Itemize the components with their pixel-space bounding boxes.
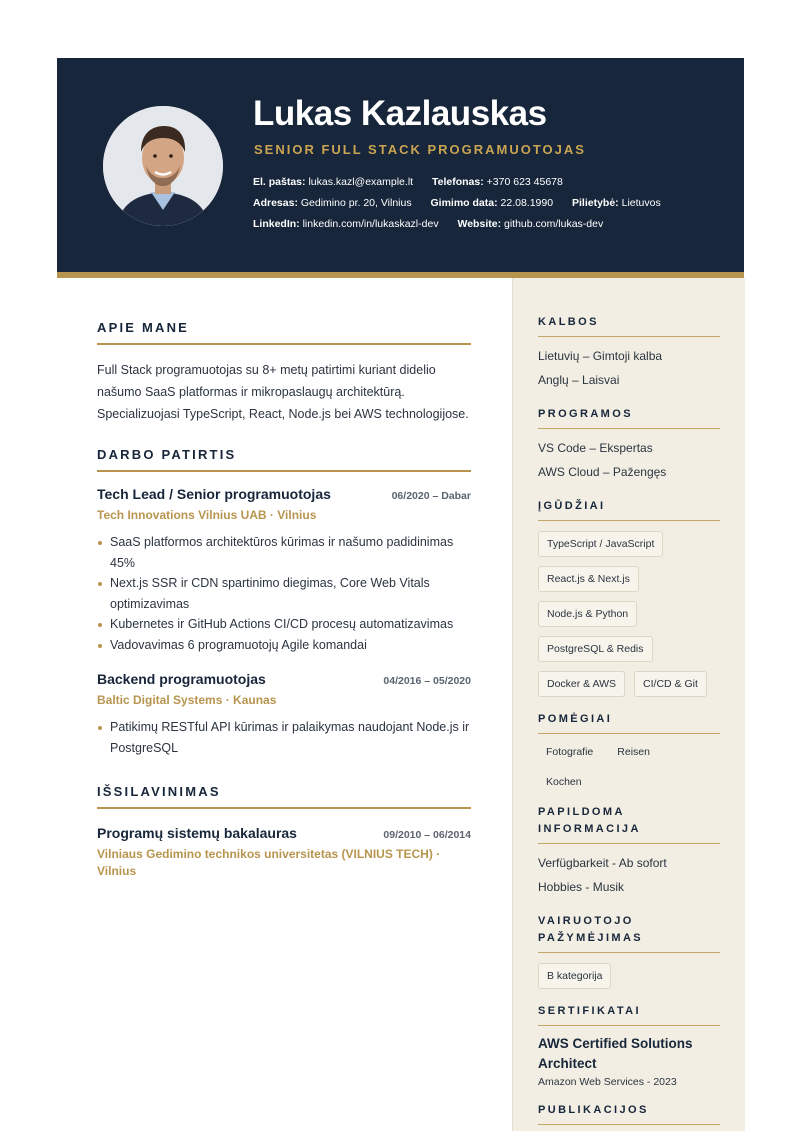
linkedin-item — [253, 218, 439, 230]
skill-tag: PostgreSQL & Redis — [538, 636, 653, 662]
hobbies-list — [538, 742, 720, 792]
additional-info-title: PAPILDOMA INFORMACIJA — [538, 804, 720, 844]
education-entry — [97, 825, 471, 880]
person-name: Lukas Kazlauskas — [253, 94, 547, 133]
additional-info-list — [538, 851, 720, 899]
job-entry — [97, 486, 471, 655]
program-item: AWS Cloud – Pažengęs — [538, 465, 667, 479]
sidebar — [512, 278, 745, 1131]
hobby-item: Fotografie — [546, 746, 594, 758]
certificate-issuer: Amazon Web Services - 2023 — [538, 1076, 677, 1088]
job-title: Backend programuotojas — [97, 671, 266, 687]
email-item — [253, 176, 413, 188]
job-date: 06/2020 – Dabar — [391, 490, 471, 502]
certificates-title: SERTIFIKATAI — [538, 1003, 720, 1026]
address-label: Adresas: — [253, 197, 298, 209]
education-header — [97, 825, 471, 841]
hobby-item: Kochen — [546, 776, 582, 788]
about-title: APIE MANE — [97, 320, 471, 345]
job-title: Tech Lead / Senior programuotojas — [97, 486, 331, 502]
job-header — [97, 671, 471, 687]
birth-label: Gimimo data: — [430, 197, 498, 209]
birth-value: 22.08.1990 — [500, 197, 554, 209]
school-name: Vilniaus Gedimino technikos universitetas (VILNIUS TECH) · Vilnius — [97, 847, 441, 878]
hobbies-title: POMĖGIAI — [538, 711, 720, 734]
job-header — [97, 486, 471, 502]
linkedin-label: LinkedIn: — [253, 218, 300, 230]
citizenship-label: Pilietybė: — [572, 197, 619, 209]
address-item — [253, 197, 412, 209]
program-item: VS Code – Ekspertas — [538, 441, 653, 455]
job-bullet: Vadovavimas 6 programuotojų Agile komandai — [97, 635, 471, 656]
skills-title: ĮGŪDŽIAI — [538, 498, 720, 521]
skill-tag: Docker & AWS — [538, 671, 625, 697]
citizenship-value: Lietuvos — [621, 197, 661, 209]
job-role: SENIOR FULL STACK PROGRAMUOTOJAS — [254, 142, 586, 157]
job-bullet: SaaS platformos architektūros kūrimas ir našumo padidinimas 45% — [97, 532, 471, 573]
email-label: El. paštas: — [253, 176, 306, 188]
job-date: 04/2016 – 05/2020 — [383, 675, 471, 687]
hobby-item: Reisen — [617, 746, 650, 758]
skill-tag-row — [538, 671, 707, 697]
job-entry — [97, 671, 471, 758]
email-value[interactable]: lukas.kazl@example.lt — [308, 176, 414, 188]
additional-info-item: Verfügbarkeit - Ab sofort — [538, 856, 667, 870]
education-date: 09/2010 – 06/2014 — [383, 829, 471, 841]
languages-title: KALBOS — [538, 314, 720, 337]
experience-title: DARBO PATIRTIS — [97, 447, 471, 472]
driving-license-tags — [538, 963, 720, 989]
phone-item — [432, 176, 563, 188]
job-bullets — [97, 532, 471, 655]
degree-title: Programų sistemų bakalauras — [97, 825, 297, 841]
birth-item — [431, 197, 554, 209]
address-value: Gedimino pr. 20, Vilnius — [300, 197, 412, 209]
language-item: Anglų – Laisvai — [538, 373, 620, 387]
job-company: Tech Innovations Vilnius UAB · Vilnius — [97, 508, 317, 522]
citizenship-item — [572, 197, 661, 209]
portrait-image — [103, 106, 223, 226]
job-bullet: Next.js SSR ir CDN spartinimo diegimas, Core Web Vitals optimizavimas — [97, 573, 471, 614]
license-tag: B kategorija — [538, 963, 611, 989]
profile-photo — [103, 106, 223, 226]
website-link[interactable]: github.com/lukas-dev — [504, 218, 604, 230]
contact-row-3 — [253, 218, 619, 230]
job-bullets — [97, 717, 471, 758]
language-item: Lietuvių – Gimtoji kalba — [538, 349, 663, 363]
contact-row-2 — [253, 197, 677, 209]
programs-list — [538, 436, 720, 484]
phone-label: Telefonas: — [432, 176, 484, 188]
linkedin-link[interactable]: linkedin.com/in/lukaskazl-dev — [302, 218, 439, 230]
sidebar-content — [538, 314, 720, 1125]
job-bullet: Kubernetes ir GitHub Actions CI/CD procesų automatizavimas — [97, 614, 471, 635]
about-text: Full Stack programuotojas su 8+ metų patirtimi kuriant didelio našumo SaaS platformas ir mikropaslaugų architektūrą. Specializuojasi TypeScript, React, Node.js bei AWS technologijose. — [97, 363, 469, 421]
phone-value[interactable]: +370 623 45678 — [486, 176, 563, 188]
programs-title: PROGRAMOS — [538, 406, 720, 429]
certificates-list — [538, 1034, 720, 1088]
job-bullet: Patikimų RESTful API kūrimas ir palaikymas naudojant Node.js ir PostgreSQL — [97, 717, 471, 758]
contact-row-1 — [253, 176, 579, 188]
skills-tags — [538, 531, 720, 697]
website-label: Website: — [457, 218, 502, 230]
resume-page — [57, 58, 744, 1131]
certificate-name: AWS Certified Solutions Architect — [538, 1036, 693, 1071]
job-company: Baltic Digital Systems · Kaunas — [97, 693, 277, 707]
education-title: IŠSILAVINIMAS — [97, 784, 471, 809]
main-column — [97, 320, 471, 880]
skill-tag: Node.js & Python — [538, 601, 637, 627]
additional-info-item: Hobbies - Musik — [538, 880, 625, 894]
publications-title: PUBLIKACIJOS — [538, 1102, 720, 1125]
resume-header — [57, 58, 744, 278]
skill-tag: TypeScript / JavaScript — [538, 531, 663, 557]
website-item — [458, 218, 604, 230]
skill-tag: CI/CD & Git — [634, 671, 707, 697]
languages-list — [538, 344, 720, 392]
skill-tag: React.js & Next.js — [538, 566, 639, 592]
driving-license-title: VAIRUOTOJO PAŽYMĖJIMAS — [538, 913, 720, 953]
